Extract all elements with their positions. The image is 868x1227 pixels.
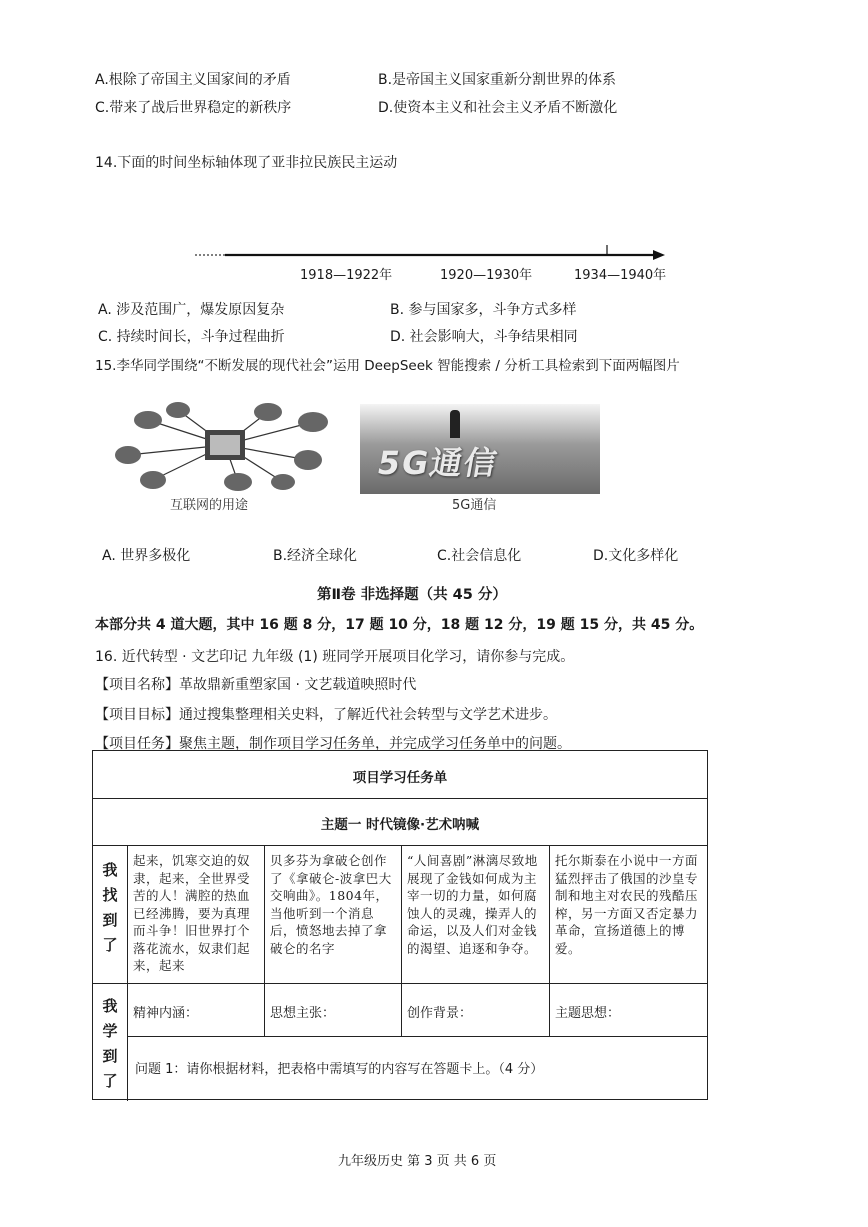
q15-stem: 15.李华同学围绕“不断发展的现代社会”运用 DeepSeek 智能搜索 / 分析工具检索到下面两幅图片 xyxy=(95,358,680,374)
5g-image xyxy=(360,404,600,494)
q14-stem: 14.下面的时间坐标轴体现了亚非拉民族民主运动 xyxy=(95,155,398,171)
q13-option-d: D.使资本主义和社会主义矛盾不断激化 xyxy=(378,100,618,116)
q14-option-a: A. 涉及范围广，爆发原因复杂 xyxy=(98,302,285,318)
section-intro: 本部分共 4 道大题，其中 16 题 8 分，17 题 10 分，18 题 12 分，19 题 15 分，共 45 分。 xyxy=(95,617,704,633)
timeline-label-1: 1918—1922年 xyxy=(300,268,393,283)
learned-thought: 思想主张： xyxy=(270,1006,336,1021)
learned-theme: 主题思想： xyxy=(555,1006,621,1021)
5g-image-text: 5G通信 xyxy=(374,444,502,482)
q13-option-b: B.是帝国主义国家重新分割世界的体系 xyxy=(378,72,617,88)
q15-option-d: D.文化多样化 xyxy=(593,548,679,564)
internet-uses-image xyxy=(108,400,343,495)
section-title: 第Ⅱ卷 非选择题（共 45 分） xyxy=(317,587,507,603)
project-name: 【项目名称】革故鼎新重塑家国 · 文艺载道映照时代 xyxy=(95,677,417,693)
task-table xyxy=(92,750,708,1100)
project-task: 【项目任务】聚焦主题，制作项目学习任务单，并完成学习任务单中的问题。 xyxy=(95,736,571,752)
q13-option-c: C.带来了战后世界稳定的新秩序 xyxy=(95,100,292,116)
5g-caption: 5G通信 xyxy=(452,498,497,513)
q14-option-c: C. 持续时间长，斗争过程曲折 xyxy=(98,329,285,345)
timeline-label-2: 1920—1930年 xyxy=(440,268,533,283)
question-1: 问题 1：请你根据材料，把表格中需填写的内容写在答题卡上。（4 分） xyxy=(135,1062,544,1077)
table-title: 项目学习任务单 xyxy=(352,770,448,786)
learned-label: 我 学 到 了 xyxy=(102,997,118,1090)
page-footer: 九年级历史 第 3 页 共 6 页 xyxy=(338,1154,497,1169)
learned-background: 创作背景： xyxy=(407,1006,473,1021)
found-cell-1: 起来，饥寒交迫的奴隶，起来，全世界受苦的人！满腔的热血已经沸腾，要为真理而斗争！旧世界打个落花流水，奴隶们起来，起来 xyxy=(133,853,251,973)
person-silhouette-icon xyxy=(450,410,460,438)
q15-option-a: A. 世界多极化 xyxy=(102,548,191,564)
project-goal: 【项目目标】通过搜集整理相关史料，了解近代社会转型与文学艺术进步。 xyxy=(95,707,557,723)
q14-option-d: D. 社会影响大，斗争结果相同 xyxy=(390,329,578,345)
internet-uses-caption: 互联网的用途 xyxy=(170,498,249,513)
found-row xyxy=(93,846,707,984)
found-cell-4: 托尔斯泰在小说中一方面猛烈抨击了俄国的沙皇专制和地主对农民的残酷压榨，另一方面又否定暴力革命，宣扬道德上的博爱。 xyxy=(555,853,699,956)
found-label: 我 找 到 了 xyxy=(102,861,118,954)
q16-stem: 16. 近代转型 · 文艺印记 九年级 (1) 班同学开展项目化学习，请你参与完成。 xyxy=(95,649,575,665)
timeline-label-3: 1934—1940年 xyxy=(574,268,667,283)
timeline-axis xyxy=(195,245,665,265)
table-theme-row xyxy=(93,799,707,846)
found-cell-3: “人间喜剧”淋漓尽致地展现了金钱如何成为主宰一切的力量，如何腐蚀人的灵魂，操弄人的命运，以及人们对金钱的渴望、追逐和争夺。 xyxy=(407,853,538,956)
q15-option-b: B.经济全球化 xyxy=(273,548,358,564)
found-cell-2: 贝多芬为拿破仑创作了《拿破仑-波拿巴大交响曲》。1804年，当他听到一个消息后，愤怒地去掉了拿破仑的名字 xyxy=(270,853,392,956)
q15-option-c: C.社会信息化 xyxy=(437,548,522,564)
learned-row xyxy=(93,984,707,1101)
q13-option-a: A.根除了帝国主义国家间的矛盾 xyxy=(95,72,291,88)
learned-spirit: 精神内涵： xyxy=(133,1006,199,1021)
q14-option-b: B. 参与国家多，斗争方式多样 xyxy=(390,302,577,318)
table-title-row xyxy=(93,751,707,799)
table-theme: 主题一 时代镜像·艺术呐喊 xyxy=(320,817,480,833)
